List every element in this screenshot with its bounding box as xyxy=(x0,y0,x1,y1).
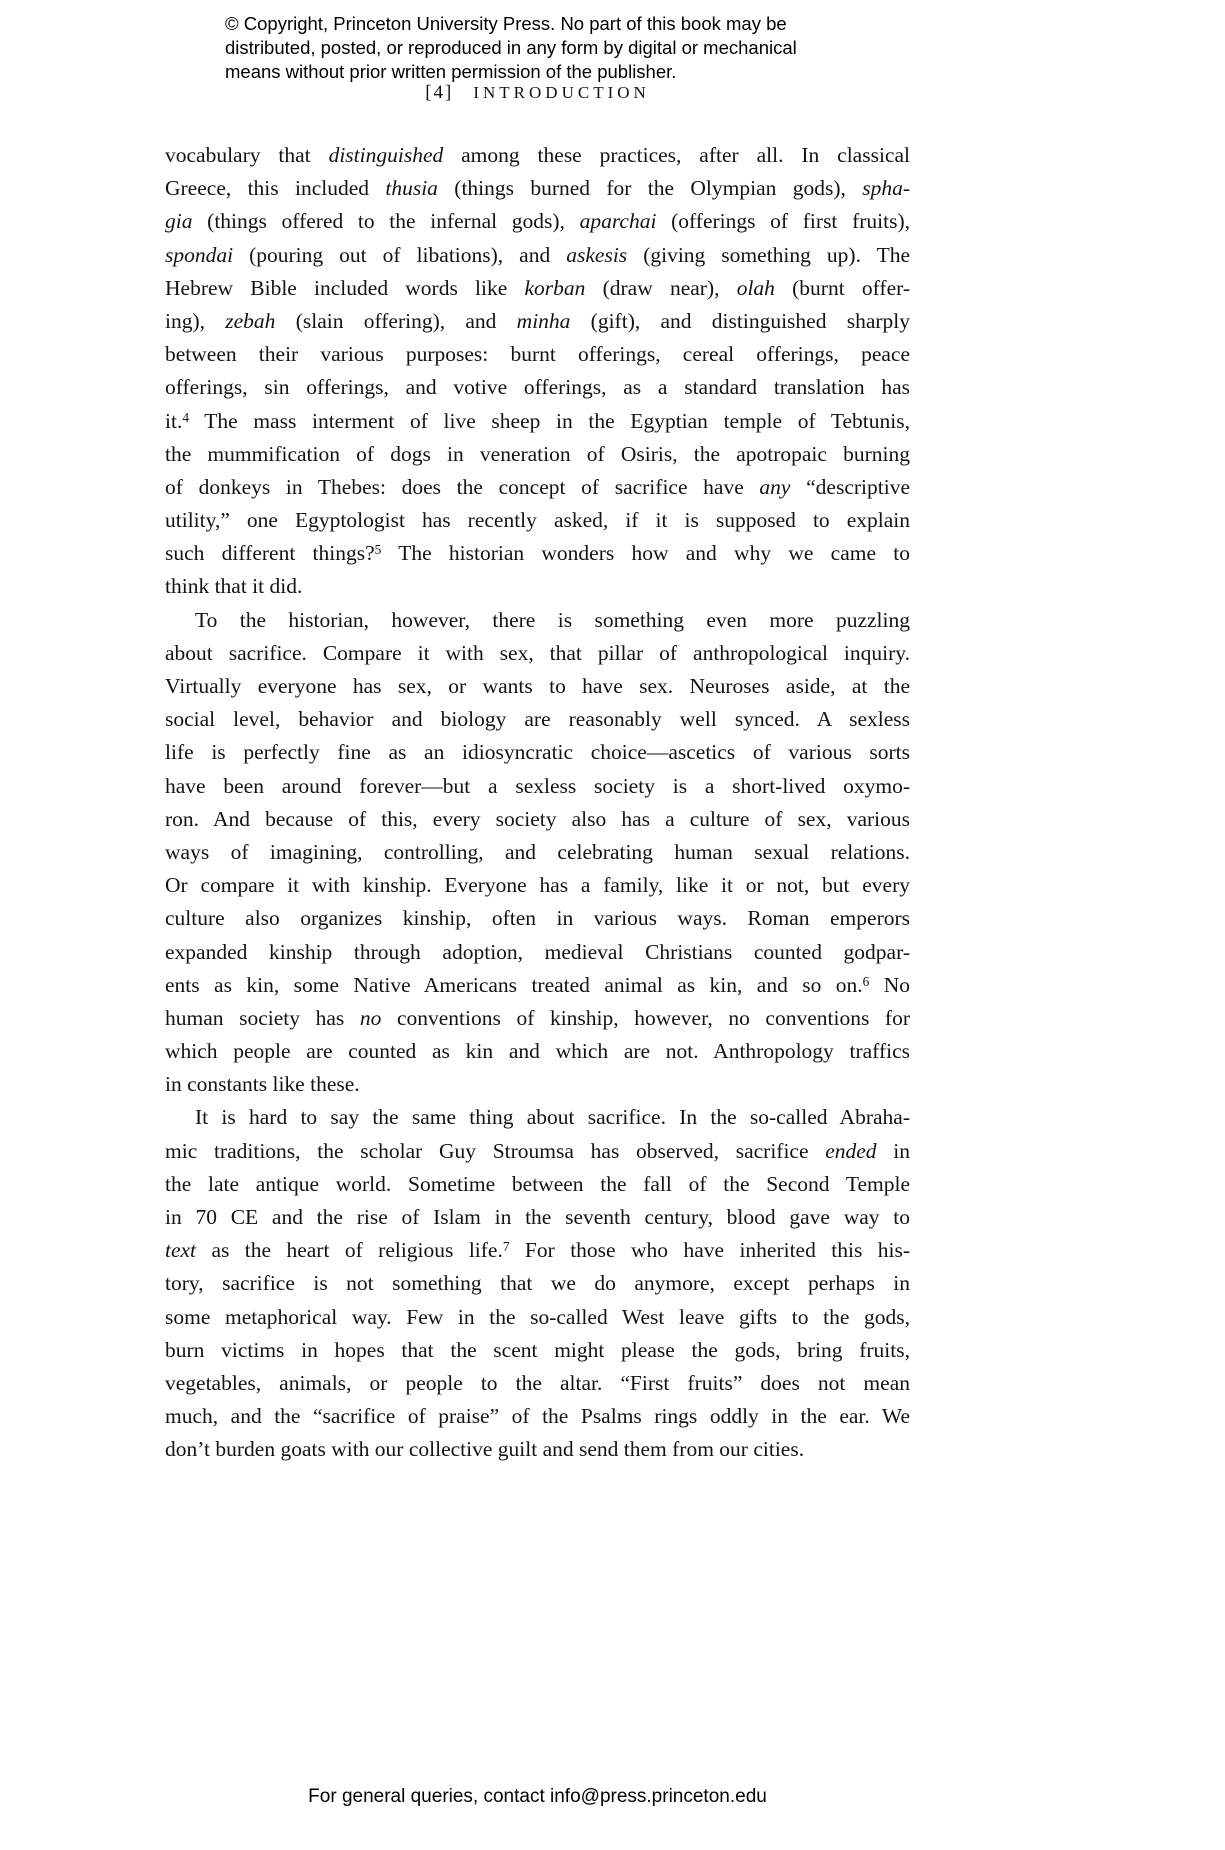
text-segment: Greece, this included xyxy=(165,176,386,201)
text-line xyxy=(165,670,910,703)
text-segment: utility,” one Egyptologist has recently asked, if it is supposed to explain xyxy=(165,508,910,533)
text-segment: No xyxy=(869,972,910,997)
body-text xyxy=(165,139,910,1467)
italic-term: askesis xyxy=(566,242,628,267)
text-segment: (offerings of first fruits), xyxy=(656,209,910,234)
text-line xyxy=(165,969,910,1002)
text-segment: such different things? xyxy=(165,541,375,566)
text-line xyxy=(165,272,910,305)
page-number: [4] xyxy=(425,82,454,103)
text-segment: (slain offering), and xyxy=(275,308,517,333)
text-line xyxy=(165,172,910,205)
text-segment: burn victims in hopes that the scent might please the gods, bring fruits, xyxy=(165,1337,910,1362)
text-line xyxy=(165,1201,910,1234)
italic-term: distinguished xyxy=(328,143,444,167)
text-line xyxy=(165,305,910,338)
italic-term: text xyxy=(165,1238,197,1263)
text-segment: ing), xyxy=(165,308,226,333)
italic-term: any xyxy=(759,474,791,499)
running-head xyxy=(165,82,910,104)
text-line xyxy=(165,770,910,803)
footnote-reference: 7 xyxy=(502,1239,510,1255)
text-line xyxy=(165,1135,910,1168)
text-line xyxy=(165,1035,910,1068)
text-segment: ents as kin, some Native Americans treated animal as kin, and so on. xyxy=(165,972,863,997)
body-paragraph-1 xyxy=(165,139,910,604)
text-segment: the mummification of dogs in veneration of Osiris, the apotropaic burning xyxy=(165,441,910,466)
body-paragraph-2 xyxy=(165,604,910,1102)
copyright-line-3: means without prior written permission of the publisher. xyxy=(225,61,677,82)
text-segment: vocabulary that xyxy=(165,143,329,167)
text-segment: expanded kinship through adoption, medieval Christians counted godpar- xyxy=(165,939,910,964)
copyright-line-1: © Copyright, Princeton University Press. No part of this book may be xyxy=(225,13,787,34)
footer-queries-text: For general queries, contact info@press.princeton.edu xyxy=(308,1786,767,1807)
text-segment: have been around forever—but a sexless society is a short-lived oxymo- xyxy=(165,773,910,798)
italic-term: no xyxy=(359,1005,382,1030)
text-segment: social level, behavior and biology are reasonably well synced. A sexless xyxy=(165,707,910,732)
text-line xyxy=(165,1334,910,1367)
italic-term: olah xyxy=(736,275,775,300)
text-segment: The mass interment of live sheep in the Egyptian temple of Tebtunis, xyxy=(189,408,910,433)
text-segment: life is perfectly fine as an idiosyncratic choice—ascetics of various sorts xyxy=(165,740,910,765)
copyright-notice xyxy=(225,12,797,84)
text-segment: of donkeys in Thebes: does the concept of sacrifice have xyxy=(165,474,760,499)
text-line xyxy=(165,803,910,836)
text-segment: (things offered to the infernal gods), xyxy=(192,209,580,234)
text-line xyxy=(165,936,910,969)
text-segment: It is hard to say the same thing about sacrifice. In the so-called Abraha- xyxy=(195,1105,910,1130)
italic-term: spondai xyxy=(165,242,234,267)
text-segment: tory, sacrifice is not something that we do anymore, except perhaps in xyxy=(165,1271,910,1296)
text-segment: much, and the “sacrifice of praise” of the Psalms rings oddly in the ear. We xyxy=(165,1404,910,1429)
italic-term: ended xyxy=(825,1138,877,1163)
italic-term: zebah xyxy=(225,308,276,333)
text-line xyxy=(165,836,910,869)
text-segment: (gift), and distinguished sharply xyxy=(570,308,910,333)
text-segment: mic traditions, the scholar Guy Stroumsa has observed, sacrifice xyxy=(165,1138,826,1163)
text-segment: “descriptive xyxy=(790,474,910,499)
text-segment: in constants like these. xyxy=(165,1072,360,1097)
text-line xyxy=(165,604,910,637)
text-segment: offerings, sin offerings, and votive offerings, as a standard translation has xyxy=(165,375,910,400)
text-segment: about sacrifice. Compare it with sex, that pillar of anthropological inquiry. xyxy=(165,640,910,665)
text-line xyxy=(165,902,910,935)
text-segment: as the heart of religious life. xyxy=(196,1238,503,1263)
text-segment: vegetables, animals, or people to the altar. “First fruits” does not mean xyxy=(165,1370,910,1395)
text-line xyxy=(165,139,910,172)
text-segment: which people are counted as kin and which are not. Anthropology traffics xyxy=(165,1039,910,1064)
text-line xyxy=(165,405,910,438)
text-segment: ron. And because of this, every society also has a culture of sex, various xyxy=(165,806,910,831)
text-segment: in 70 CE and the rise of Islam in the seventh century, blood gave way to xyxy=(165,1205,910,1229)
text-segment: think that it did. xyxy=(165,574,303,599)
text-segment: it. xyxy=(165,408,183,433)
text-segment: The historian wonders how and why we came to xyxy=(381,541,910,566)
italic-term: gia xyxy=(165,209,193,234)
text-line xyxy=(165,205,910,238)
text-segment: the late antique world. Sometime between the fall of the Second Temple xyxy=(165,1171,910,1196)
text-segment: conventions of kinship, however, no conventions for xyxy=(381,1005,910,1030)
text-segment: To the historian, however, there is something even more puzzling xyxy=(195,607,910,632)
text-segment: human society has xyxy=(165,1005,360,1030)
text-line xyxy=(165,736,910,769)
text-segment: between their various purposes: burnt offerings, cereal offerings, peace xyxy=(165,342,910,367)
text-segment: don’t burden goats with our collective guilt and send them from our cities. xyxy=(165,1437,805,1462)
text-line xyxy=(165,1400,910,1433)
section-title: INTRODUCTION xyxy=(473,83,650,102)
copyright-line-2: distributed, posted, or reproduced in any form by digital or mechanical xyxy=(225,37,797,58)
text-segment: Hebrew Bible included words like xyxy=(165,275,525,300)
text-line xyxy=(165,1101,910,1134)
body-paragraph-3 xyxy=(165,1101,910,1466)
text-line xyxy=(165,637,910,670)
text-segment: ways of imagining, controlling, and celebrating human sexual relations. xyxy=(165,839,910,864)
text-line xyxy=(165,703,910,736)
text-line xyxy=(165,1002,910,1035)
footnote-reference: 4 xyxy=(182,409,189,425)
text-line xyxy=(165,869,910,902)
italic-term: thusia xyxy=(385,176,438,201)
text-line xyxy=(165,1267,910,1300)
text-line xyxy=(165,1168,910,1201)
italic-term: aparchai xyxy=(579,209,657,234)
text-segment: (burnt offer- xyxy=(774,275,911,300)
text-line xyxy=(165,1234,910,1267)
text-line xyxy=(165,1068,910,1101)
text-segment: Or compare it with kinship. Everyone has a family, like it or not, but every xyxy=(165,873,910,898)
italic-term: spha- xyxy=(862,176,911,201)
text-line xyxy=(165,438,910,471)
text-line xyxy=(165,1433,910,1466)
footnote-reference: 5 xyxy=(374,542,382,558)
italic-term: minha xyxy=(516,308,571,333)
text-segment: among these practices, after all. In classical xyxy=(443,143,910,167)
text-line xyxy=(165,1301,910,1334)
text-segment: some metaphorical way. Few in the so-called West leave gifts to the gods, xyxy=(165,1304,910,1329)
text-line xyxy=(165,471,910,504)
text-segment: Virtually everyone has sex, or wants to have sex. Neuroses aside, at the xyxy=(165,674,910,698)
text-line xyxy=(165,1367,910,1400)
text-segment: in xyxy=(876,1138,910,1163)
footnote-reference: 6 xyxy=(862,973,870,989)
text-segment: (draw near), xyxy=(585,275,737,300)
text-line xyxy=(165,504,910,537)
text-segment: culture also organizes kinship, often in various ways. Roman emperors xyxy=(165,906,910,931)
text-segment: (giving something up). The xyxy=(627,242,910,267)
text-line xyxy=(165,338,910,371)
page-footer xyxy=(165,1786,910,1808)
italic-term: korban xyxy=(524,275,586,300)
text-line xyxy=(165,570,910,603)
text-line xyxy=(165,371,910,404)
text-line xyxy=(165,537,910,570)
text-segment: (pouring out of libations), and xyxy=(233,242,567,267)
text-line xyxy=(165,239,910,272)
text-segment: (things burned for the Olympian gods), xyxy=(437,176,863,201)
text-segment: For those who have inherited this his- xyxy=(509,1238,910,1263)
